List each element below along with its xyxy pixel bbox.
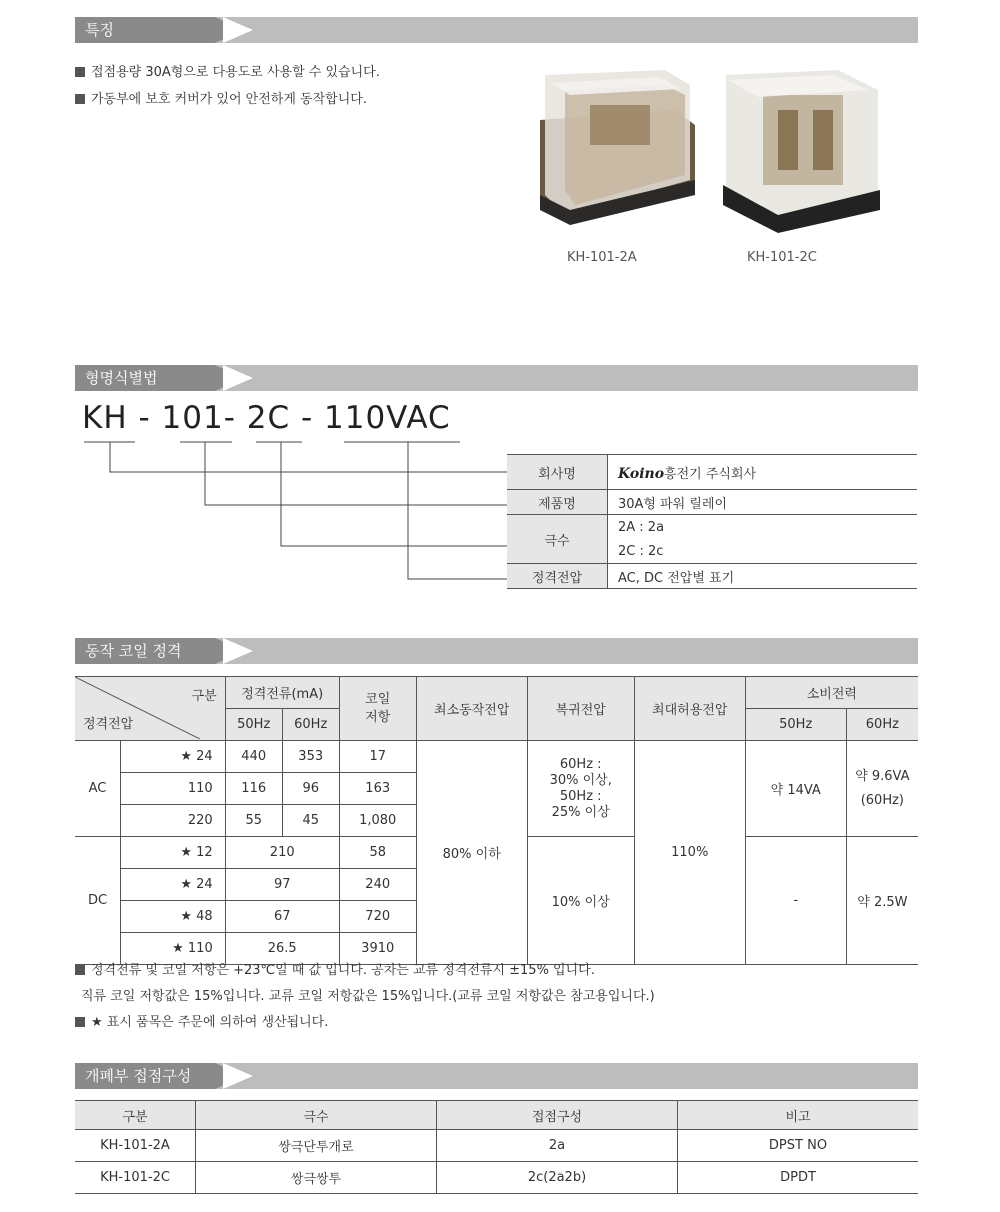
ac-current-60-cell: 45 — [282, 805, 339, 837]
dc-power-50-value: - — [745, 837, 846, 965]
legend-value-poles-1: 2A : 2a — [608, 515, 918, 540]
legend-value-company: Koino흥전기 주식회사 — [608, 455, 918, 490]
dc-resistance-cell: 3910 — [339, 933, 416, 965]
ac-label: AC — [75, 741, 121, 837]
ac-resistance-cell: 17 — [339, 741, 416, 773]
release-header: 복귀전압 — [527, 677, 634, 741]
product-caption-2c: KH-101-2C — [747, 250, 817, 265]
coil-note-1: 정격전류 및 코일 저항은 +23℃일 때 값 입니다. 공차는 교류 정격전류시 ±15% 입니다. — [75, 959, 595, 978]
legend-label-product: 제품명 — [507, 490, 608, 515]
coil-note-3: ★ 표시 품목은 주문에 의하여 생산됩니다. — [75, 1011, 328, 1030]
section-divider — [223, 638, 253, 664]
table-row — [75, 1162, 918, 1194]
contact-section-bar — [75, 1063, 918, 1089]
dc-voltage-cell: ★ 48 — [121, 901, 226, 933]
contact-header-config: 접점구성 — [437, 1101, 678, 1130]
min-operate-value: 80% 이하 — [416, 741, 527, 965]
contact-header-remarks: 비고 — [678, 1101, 919, 1130]
dc-resistance-cell: 720 — [339, 901, 416, 933]
contact-cell: 2c(2a2b) — [437, 1162, 678, 1194]
contact-table — [75, 1100, 918, 1194]
contact-cell: KH-101-2A — [75, 1130, 196, 1162]
feature-bullet-2: 가동부에 보호 커버가 있어 안전하게 동작합니다. — [75, 88, 367, 107]
dc-label: DC — [75, 837, 121, 965]
dc-resistance-cell: 240 — [339, 869, 416, 901]
power-50hz-header: 50Hz — [745, 709, 846, 741]
coil-resistance-header: 코일 저항 — [339, 677, 416, 741]
ac-voltage-cell: ★ 24 — [121, 741, 226, 773]
dc-voltage-cell: ★ 12 — [121, 837, 226, 869]
min-operate-header: 최소동작전압 — [416, 677, 527, 741]
coil-note-2: 직류 코일 저항값은 15%입니다. 교류 코일 저항값은 15%입니다.(교류 코일 저항값은 참고용입니다.) — [81, 989, 655, 1004]
features-section-title: 특징 — [75, 17, 215, 43]
contact-cell: 쌍극단투개로 — [196, 1130, 437, 1162]
dc-current-cell: 26.5 — [225, 933, 339, 965]
section-divider — [223, 1063, 253, 1089]
current-50hz-header: 50Hz — [225, 709, 282, 741]
legend-label-voltage: 정격전압 — [507, 564, 608, 589]
ac-voltage-cell: 220 — [121, 805, 226, 837]
contact-header-category: 구분 — [75, 1101, 196, 1130]
ac-power-60-value: 약 9.6VA (60Hz) — [846, 741, 918, 837]
coil-rating-table — [75, 676, 918, 965]
rated-voltage-header: 정격전압 — [83, 717, 134, 732]
ac-release-value: 60Hz : 30% 이상, 50Hz : 25% 이상 — [527, 741, 634, 837]
current-60hz-header: 60Hz — [282, 709, 339, 741]
legend-label-poles: 극수 — [507, 515, 608, 564]
ac-resistance-cell: 163 — [339, 773, 416, 805]
max-allowed-header: 최대허용전압 — [634, 677, 745, 741]
dc-current-cell: 210 — [225, 837, 339, 869]
corner-header-cell — [75, 677, 225, 741]
rated-current-header: 정격전류(mA) — [225, 677, 339, 709]
feature-bullet-1: 접점용량 30A형으로 다용도로 사용할 수 있습니다. — [75, 61, 380, 80]
ac-power-50-value: 약 14VA — [745, 741, 846, 837]
contact-cell: 쌍극쌍투 — [196, 1162, 437, 1194]
dc-current-cell: 67 — [225, 901, 339, 933]
contact-cell: DPDT — [678, 1162, 919, 1194]
dc-resistance-cell: 58 — [339, 837, 416, 869]
legend-value-poles-2: 2C : 2c — [608, 539, 918, 564]
table-row — [75, 1130, 918, 1162]
dc-voltage-cell: ★ 24 — [121, 869, 226, 901]
max-allowed-value: 110% — [634, 741, 745, 965]
dc-release-value: 10% 이상 — [527, 837, 634, 965]
contact-cell: KH-101-2C — [75, 1162, 196, 1194]
ac-current-60-cell: 96 — [282, 773, 339, 805]
bullet-square-icon — [75, 1017, 85, 1027]
ac-voltage-cell: 110 — [121, 773, 226, 805]
category-header: 구분 — [191, 689, 217, 704]
contact-cell: DPST NO — [678, 1130, 919, 1162]
legend-value-product: 30A형 파워 릴레이 — [608, 490, 918, 515]
bullet-square-icon — [75, 965, 85, 975]
contact-cell: 2a — [437, 1130, 678, 1162]
company-logo: Koino — [618, 465, 665, 482]
dc-current-cell: 97 — [225, 869, 339, 901]
ac-current-50-cell: 116 — [225, 773, 282, 805]
ac-resistance-cell: 1,080 — [339, 805, 416, 837]
power-header: 소비전력 — [745, 677, 918, 709]
contact-section-title: 개폐부 접점구성 — [75, 1063, 215, 1089]
dc-power-60-value: 약 2.5W — [846, 837, 918, 965]
product-caption-2a: KH-101-2A — [567, 250, 637, 265]
legend-value-voltage: AC, DC 전압별 표기 — [608, 564, 918, 589]
legend-label-company: 회사명 — [507, 455, 608, 490]
table-row — [75, 741, 918, 773]
ac-current-60-cell: 353 — [282, 741, 339, 773]
naming-legend-table — [507, 454, 917, 589]
model-code: KH - 101- 2C - 110VAC — [82, 400, 451, 436]
power-60hz-header: 60Hz — [846, 709, 918, 741]
naming-section-title: 형명식별법 — [75, 365, 215, 391]
ac-current-50-cell: 55 — [225, 805, 282, 837]
coil-section-title: 동작 코일 정격 — [75, 638, 215, 664]
coil-section-bar — [75, 638, 918, 664]
contact-header-poles: 극수 — [196, 1101, 437, 1130]
ac-current-50-cell: 440 — [225, 741, 282, 773]
dc-voltage-cell: ★ 110 — [121, 933, 226, 965]
